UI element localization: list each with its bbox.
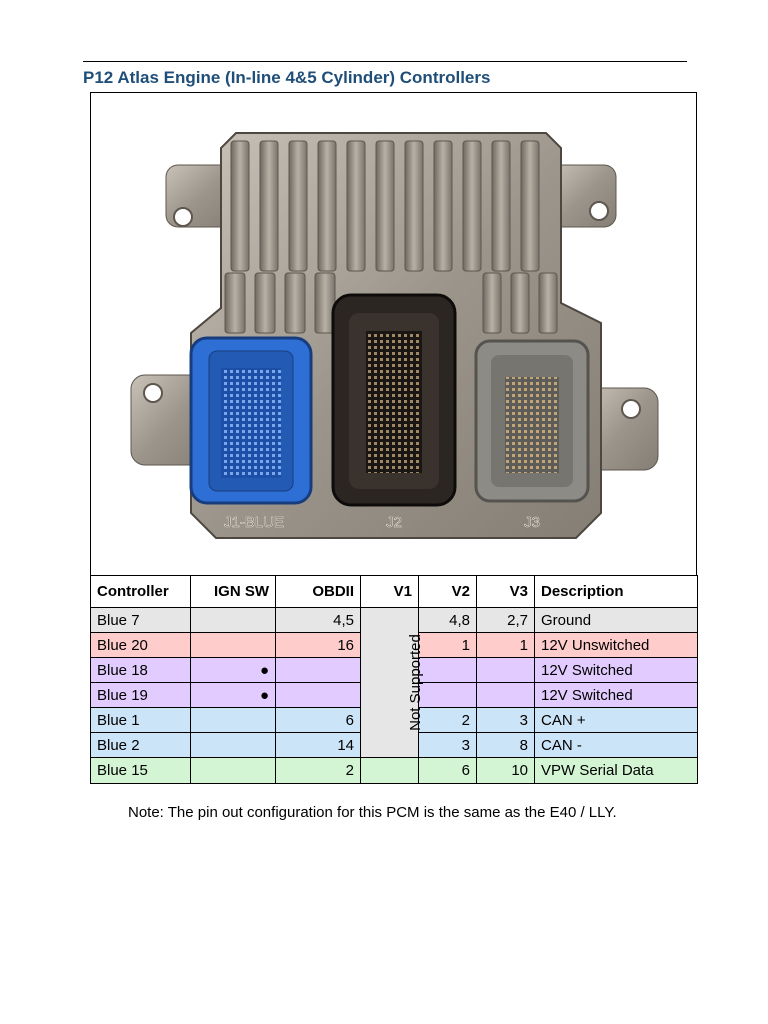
table-row <box>91 608 698 633</box>
cell-ign-sw: ● <box>191 683 276 708</box>
cell-v2: 1 <box>419 633 477 658</box>
cell-ign-sw <box>191 733 276 758</box>
cell-obdii: 2 <box>276 758 361 784</box>
cell-obdii <box>276 683 361 708</box>
cooling-fin <box>225 273 245 333</box>
cooling-fin <box>539 273 557 333</box>
cell-v1 <box>361 758 419 784</box>
cooling-fin <box>521 141 539 271</box>
connector-j2 <box>333 295 455 505</box>
cell-v3: 8 <box>477 733 535 758</box>
content-frame <box>90 92 697 782</box>
cell-controller: Blue 2 <box>91 733 191 758</box>
cooling-fin <box>483 273 501 333</box>
connector-label-j1: J1-BLUE <box>223 514 285 531</box>
header-v3: V3 <box>477 576 535 608</box>
cell-ign-sw <box>191 708 276 733</box>
cell-controller: Blue 1 <box>91 708 191 733</box>
cell-controller: Blue 15 <box>91 758 191 784</box>
top-rule <box>83 61 687 62</box>
cell-controller: Blue 19 <box>91 683 191 708</box>
connector-label-j3: J3 <box>524 514 540 531</box>
table-row <box>91 758 698 784</box>
cell-v2: 6 <box>419 758 477 784</box>
cell-controller: Blue 18 <box>91 658 191 683</box>
cooling-fin <box>231 141 249 271</box>
cooling-fin <box>255 273 275 333</box>
cooling-fin <box>318 141 336 271</box>
cell-v3: 2,7 <box>477 608 535 633</box>
pcm-illustration <box>91 93 696 575</box>
cell-v1-not-supported <box>361 608 424 758</box>
cell-obdii: 6 <box>276 708 361 733</box>
cell-ign-sw <box>191 758 276 784</box>
cell-v3: 3 <box>477 708 535 733</box>
page-title: P12 Atlas Engine (In-line 4&5 Cylinder) Controllers <box>83 68 491 87</box>
cell-description: CAN - <box>535 733 698 758</box>
pinout-table <box>90 575 698 784</box>
cell-controller: Blue 7 <box>91 608 191 633</box>
cell-obdii: 4,5 <box>276 608 361 633</box>
cell-ign-sw: ● <box>191 658 276 683</box>
cooling-fin <box>434 141 452 271</box>
cell-description: VPW Serial Data <box>535 758 698 784</box>
table-header-row <box>91 576 698 608</box>
cooling-fin <box>511 273 529 333</box>
cell-v2 <box>419 658 477 683</box>
cell-v3: 10 <box>477 758 535 784</box>
header-v1: V1 <box>361 576 419 608</box>
cell-obdii <box>276 658 361 683</box>
cell-v2: 2 <box>419 708 477 733</box>
connector-j3 <box>476 341 588 501</box>
cell-description: CAN + <box>535 708 698 733</box>
cooling-fin <box>289 141 307 271</box>
cooling-fin <box>492 141 510 271</box>
cell-description: 12V Unswitched <box>535 633 698 658</box>
footnote: Note: The pin out configuration for this PCM is the same as the E40 / LLY. <box>128 804 617 821</box>
cell-description: 12V Switched <box>535 683 698 708</box>
connector-label-j2: J2 <box>386 514 402 531</box>
cell-ign-sw <box>191 608 276 633</box>
header-controller: Controller <box>91 576 191 608</box>
cell-ign-sw <box>191 633 276 658</box>
header-v2: V2 <box>419 576 477 608</box>
pcm-photo <box>91 93 696 575</box>
cell-v3 <box>477 658 535 683</box>
cooling-fin <box>405 141 423 271</box>
cooling-fin <box>463 141 481 271</box>
cell-description: Ground <box>535 608 698 633</box>
header-ign-sw: IGN SW <box>191 576 276 608</box>
cooling-fin <box>260 141 278 271</box>
cooling-fin <box>285 273 305 333</box>
cell-v3: 1 <box>477 633 535 658</box>
cooling-fin <box>376 141 394 271</box>
cell-v2 <box>419 683 477 708</box>
cell-obdii: 16 <box>276 633 361 658</box>
cell-v2: 4,8 <box>419 608 477 633</box>
cell-obdii: 14 <box>276 733 361 758</box>
cooling-fin <box>347 141 365 271</box>
not-supported-label: Not Supported <box>406 634 424 731</box>
cell-controller: Blue 20 <box>91 633 191 658</box>
header-description: Description <box>535 576 698 608</box>
cell-v3 <box>477 683 535 708</box>
connector-j1-blue <box>191 338 311 503</box>
header-obdii: OBDII <box>276 576 361 608</box>
cell-v2: 3 <box>419 733 477 758</box>
cell-description: 12V Switched <box>535 658 698 683</box>
